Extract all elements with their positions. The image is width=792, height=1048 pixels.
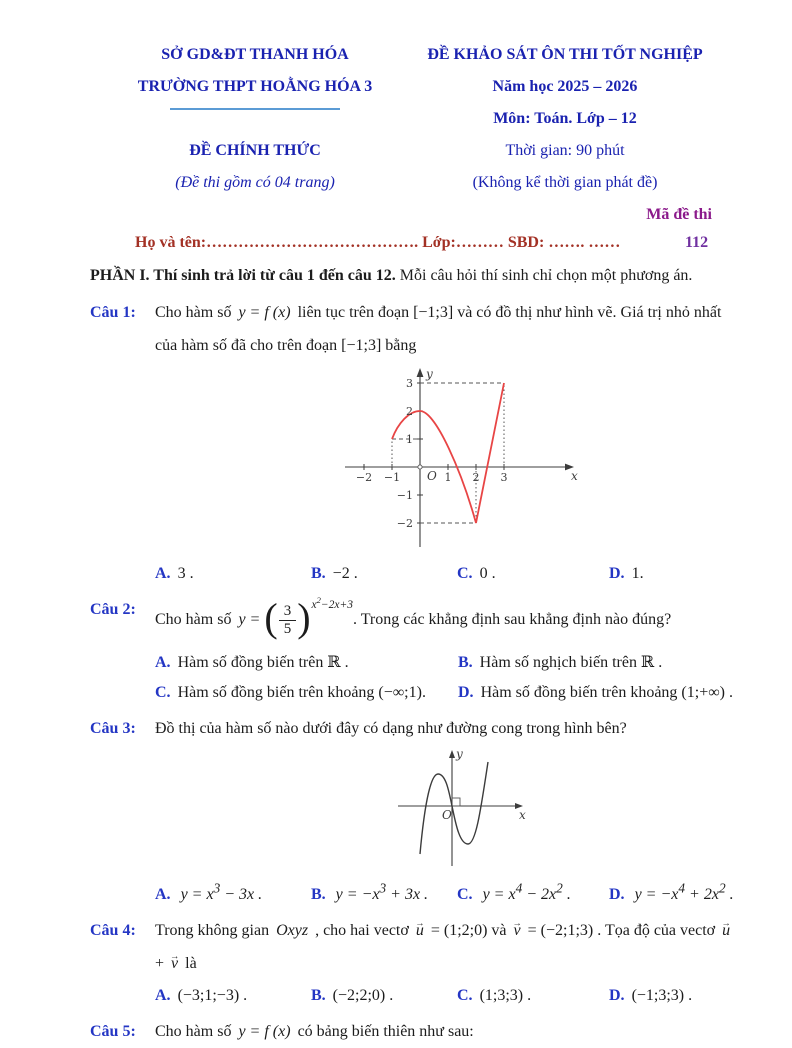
fraction-3-5 bbox=[279, 603, 297, 637]
subject-grade: Môn: Toán. Lớp – 12 bbox=[493, 110, 637, 127]
document-header bbox=[90, 40, 740, 200]
answer-letter: B. bbox=[311, 565, 326, 582]
axis-tick-label: 2 bbox=[406, 405, 413, 418]
part1-bold-text: PHẦN I. Thí sinh trả lời từ câu 1 đến câu 12. bbox=[90, 267, 396, 284]
q4-math-oxyz: Oxyz bbox=[276, 922, 309, 940]
pages-note: (Đề thi gồm có 04 trang) bbox=[175, 174, 335, 191]
answer-option-b bbox=[458, 648, 740, 678]
origin-label: O bbox=[442, 808, 452, 822]
question-2 bbox=[90, 593, 740, 708]
exam-code-value: 112 bbox=[685, 234, 709, 251]
answer-letter: A. bbox=[155, 565, 171, 582]
answer-letter: D. bbox=[458, 684, 474, 701]
answer-letter: B. bbox=[311, 987, 326, 1005]
vector-v: v → bbox=[513, 914, 522, 947]
answer-text: 0 . bbox=[479, 565, 496, 582]
answer-text: Hàm số đồng biến trên khoảng (−∞;1). bbox=[177, 684, 426, 701]
cubic-curve bbox=[420, 762, 488, 854]
answer-option-d bbox=[609, 981, 740, 1011]
answer-option-d bbox=[458, 678, 740, 708]
exponent-base: x bbox=[311, 598, 317, 611]
q4-text-5: là bbox=[185, 955, 197, 973]
question-3-text bbox=[155, 712, 740, 745]
exam-code-label: Mã đề thi bbox=[646, 206, 712, 223]
question-1-answers bbox=[155, 559, 740, 589]
answer-letter: B. bbox=[311, 886, 326, 904]
x-axis-label: x bbox=[519, 808, 526, 822]
question-4-answers bbox=[155, 981, 740, 1011]
part1-instruction: Mỗi câu hỏi thí sinh chỉ chọn một phương án. bbox=[399, 267, 693, 284]
axis-tick-label: 2 bbox=[472, 471, 480, 484]
q2-math-y: y = bbox=[238, 611, 261, 628]
question-3-label: Câu 3: bbox=[90, 720, 136, 737]
question-1-label: Câu 1: bbox=[90, 304, 136, 321]
answer-option-a bbox=[155, 559, 311, 589]
student-info-line bbox=[90, 228, 740, 258]
exponent-sup: 2 bbox=[316, 595, 321, 605]
axis-tick-label: −1 bbox=[383, 471, 401, 484]
answer-text: Hàm số đồng biến trên ℝ . bbox=[177, 654, 349, 671]
q1-text-2: liên tục trên đoạn [−1;3] và có đồ thị như hình vẽ. Giá trị nhỏ nhất của hàm số đã cho trên đoạn [−1;3] bằng bbox=[155, 304, 722, 354]
answer-text: (−1;3;3) . bbox=[631, 987, 693, 1005]
answer-option-c bbox=[457, 559, 609, 589]
axis-tick-label: −1 bbox=[396, 489, 413, 502]
answer-text: Hàm số đồng biến trên khoảng (1;+∞) . bbox=[480, 684, 733, 701]
question-3-answers bbox=[155, 874, 740, 910]
open-paren: ( bbox=[264, 595, 278, 640]
answer-text: 1. bbox=[631, 565, 644, 582]
answer-math: $y = -x^3 + 3x$ . bbox=[335, 881, 429, 904]
q1-text-1: Cho hàm số bbox=[155, 304, 232, 321]
axis-tick-label: −2 bbox=[396, 517, 413, 530]
answer-option-a bbox=[155, 874, 311, 910]
q3-text-1: Đồ thị của hàm số nào dưới đây có dạng như đường cong trong hình bên? bbox=[155, 720, 627, 737]
plus-sign: + bbox=[155, 955, 165, 973]
axis-tick-label: 3 bbox=[500, 471, 508, 484]
vector-v: v → bbox=[170, 947, 179, 980]
answer-text: (1;3;3) . bbox=[479, 987, 532, 1005]
question-2-answers bbox=[155, 648, 740, 708]
answer-letter: D. bbox=[609, 886, 625, 904]
fraction-numerator: 3 bbox=[283, 603, 292, 619]
department-name: SỞ GD&ĐT THANH HÓA bbox=[161, 46, 349, 63]
school-name: TRƯỜNG THPT HOẰNG HÓA 3 bbox=[137, 78, 373, 95]
question-2-text bbox=[155, 593, 740, 647]
question-4 bbox=[90, 914, 740, 1011]
exponent bbox=[312, 595, 353, 611]
q2-text-1: Cho hàm số bbox=[155, 611, 232, 628]
student-fill-line: Họ và tên:…………………………………. Lớp:……… SBD: ……. …… bbox=[135, 234, 621, 251]
underline-bar bbox=[170, 108, 340, 110]
q5-text-2: có bảng biến thiên như sau: bbox=[297, 1023, 474, 1041]
axis-tick-label: 3 bbox=[406, 377, 413, 390]
exam-title: ĐỀ KHẢO SÁT ÔN THI TỐT NGHIỆP bbox=[427, 46, 703, 63]
question-5 bbox=[90, 1015, 740, 1048]
answer-letter: A. bbox=[155, 886, 171, 904]
answer-text: 3 . bbox=[177, 565, 194, 582]
answer-letter: D. bbox=[609, 987, 625, 1005]
q2-text-2: . Trong các khẳng định sau khẳng định nào đúng? bbox=[353, 611, 672, 628]
q4-text-4: . Tọa độ của vectơ bbox=[597, 922, 716, 940]
question-2-label: Câu 2: bbox=[90, 601, 136, 618]
figure-cau1 bbox=[335, 367, 740, 553]
answer-text: (−3;1;−3) . bbox=[177, 987, 248, 1005]
exam-type-label: ĐỀ CHÍNH THỨC bbox=[189, 142, 321, 159]
answer-letter: C. bbox=[457, 886, 473, 904]
axis-tick-label: 1 bbox=[406, 433, 413, 446]
answer-option-b bbox=[311, 874, 457, 910]
figure-cau1-graph bbox=[335, 367, 581, 553]
answer-letter: C. bbox=[457, 987, 473, 1005]
x-axis-label: x bbox=[571, 469, 578, 483]
question-4-text bbox=[155, 914, 740, 980]
answer-text: −2 . bbox=[332, 565, 358, 582]
answer-option-a bbox=[155, 981, 311, 1011]
answer-text: (−2;2;0) . bbox=[332, 987, 394, 1005]
answer-letter: D. bbox=[609, 565, 625, 582]
duration: Thời gian: 90 phút bbox=[505, 142, 625, 159]
header-left-column bbox=[90, 40, 420, 200]
answer-letter: C. bbox=[155, 684, 171, 701]
y-axis-label: y bbox=[426, 367, 433, 381]
figure-cau3 bbox=[390, 748, 740, 870]
answer-math: $y = x^3 - 3x$ . bbox=[180, 881, 263, 904]
answer-option-c bbox=[155, 678, 458, 708]
question-3 bbox=[90, 712, 740, 910]
f-of-x-curve bbox=[392, 383, 504, 523]
fraction-denominator: 5 bbox=[279, 620, 297, 638]
answer-letter: C. bbox=[457, 565, 473, 582]
vector-u: u → bbox=[415, 914, 425, 947]
figure-cau3-graph bbox=[390, 748, 530, 870]
question-4-label: Câu 4: bbox=[90, 922, 136, 940]
answer-option-b bbox=[311, 981, 457, 1011]
answer-letter: A. bbox=[155, 987, 171, 1005]
part1-heading bbox=[90, 260, 740, 292]
question-1-text bbox=[155, 296, 740, 362]
y-axis-label: y bbox=[456, 747, 463, 761]
answer-letter: A. bbox=[155, 654, 171, 671]
exponent-rest: −2x+3 bbox=[320, 598, 353, 611]
q4-text-2: , cho hai vectơ bbox=[315, 922, 409, 940]
answer-option-d bbox=[609, 874, 740, 910]
q5-text-1: Cho hàm số bbox=[155, 1023, 232, 1041]
answer-option-c bbox=[457, 874, 609, 910]
close-paren: ) bbox=[297, 595, 311, 640]
axis-tick-label: −2 bbox=[355, 471, 373, 484]
question-1 bbox=[90, 296, 740, 589]
question-5-text bbox=[155, 1015, 740, 1048]
header-underline bbox=[90, 104, 420, 136]
origin-label: O bbox=[427, 469, 437, 483]
q4-math-v-coords: = (−2;1;3) bbox=[527, 922, 594, 940]
answer-option-a bbox=[155, 648, 458, 678]
answer-math: $y = -x^4 + 2x^2$ . bbox=[634, 881, 734, 904]
q4-text-1: Trong không gian bbox=[155, 922, 270, 940]
q1-math-fx: y = f (x) bbox=[238, 304, 291, 321]
no-handout-time-note: (Không kể thời gian phát đề) bbox=[472, 174, 658, 191]
q5-math-fx: y = f (x) bbox=[238, 1023, 291, 1041]
question-5-label: Câu 5: bbox=[90, 1023, 136, 1041]
q4-text-3: và bbox=[491, 922, 507, 940]
answer-text: Hàm số nghịch biến trên ℝ . bbox=[479, 654, 663, 671]
axis-tick-label: 1 bbox=[444, 471, 452, 484]
header-right-column bbox=[420, 40, 740, 200]
answer-math: $y = x^4 - 2x^2$ . bbox=[482, 881, 571, 904]
school-year: Năm học 2025 – 2026 bbox=[492, 78, 638, 95]
answer-option-b bbox=[311, 559, 457, 589]
vector-u: u → bbox=[721, 914, 731, 947]
answer-option-d bbox=[609, 559, 740, 589]
answer-option-c bbox=[457, 981, 609, 1011]
answer-letter: B. bbox=[458, 654, 473, 671]
q4-math-u-coords: = (1;2;0) bbox=[430, 922, 488, 940]
